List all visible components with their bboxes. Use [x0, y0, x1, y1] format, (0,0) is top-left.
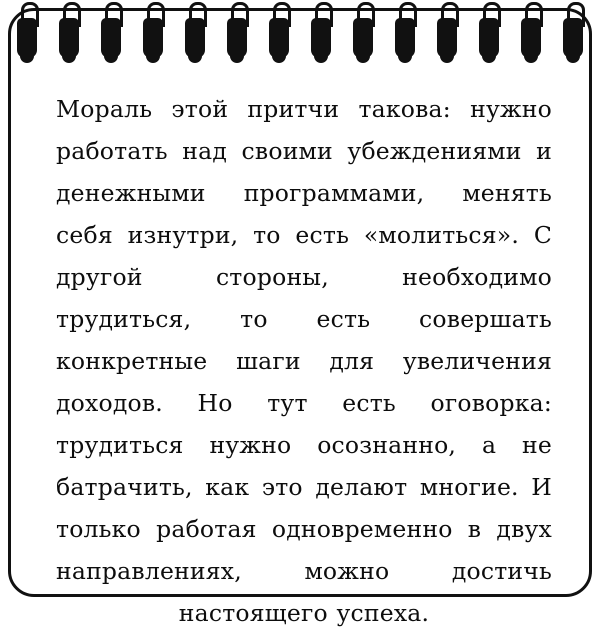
spiral-ring-icon [266, 2, 292, 60]
spiral-ring-icon [560, 2, 586, 60]
spiral-ring-icon [392, 2, 418, 60]
spiral-ring-icon [518, 2, 544, 60]
spiral-ring-icon [140, 2, 166, 60]
body-paragraph: Мораль этой притчи такова: нужно работать над своими убеждениями и денежными программами, менять себя изнутри, то есть «молиться». С другой стороны, необходимо трудиться, то есть совершать конкретные шаги для увеличения доходов. Но тут есть оговорка: трудиться нужно осознанно, а не батрачить, как это делают многие. И только работая одновременно в двух направлениях, можно достичь настоящего успеха. [56, 95, 552, 627]
spiral-ring-icon [14, 2, 40, 60]
spiral-ring-icon [224, 2, 250, 60]
spiral-ring-icon [476, 2, 502, 60]
spiral-ring-icon [98, 2, 124, 60]
spiral-ring-icon [308, 2, 334, 60]
spiral-binding [14, 2, 586, 64]
spiral-ring-icon [350, 2, 376, 60]
spiral-ring-icon [434, 2, 460, 60]
page-body [56, 88, 552, 634]
spiral-ring-icon [182, 2, 208, 60]
spiral-ring-icon [56, 2, 82, 60]
